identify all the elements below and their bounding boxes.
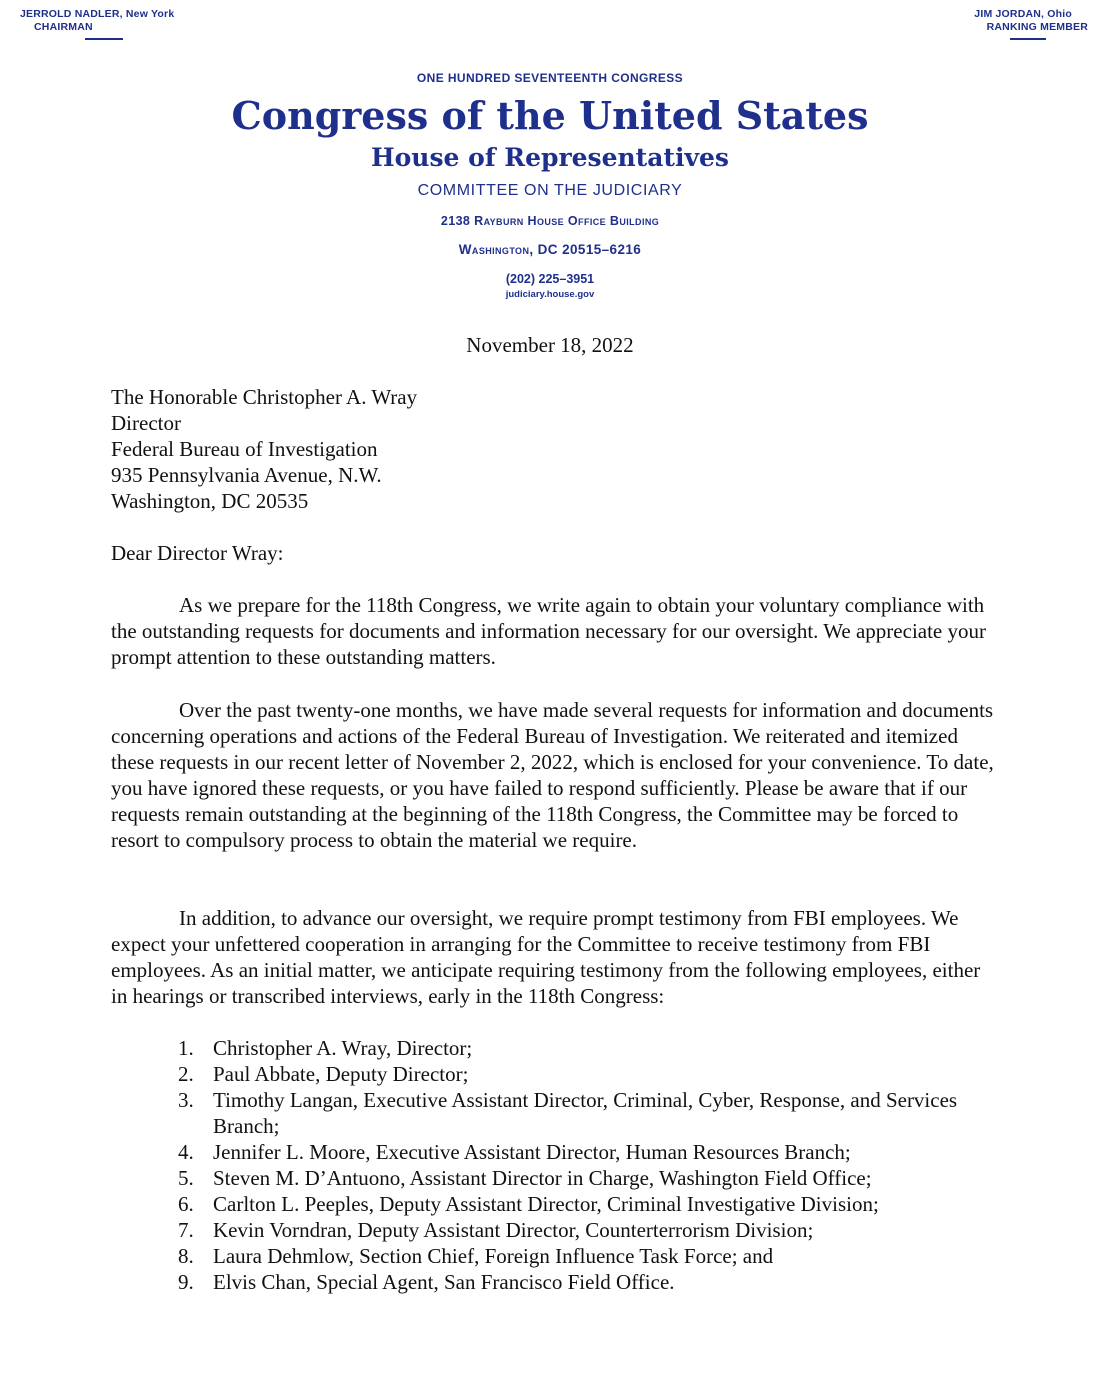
list-number: 1. bbox=[178, 1036, 194, 1060]
list-number: 8. bbox=[178, 1244, 194, 1268]
list-number: 6. bbox=[178, 1192, 194, 1216]
ranking-member-name: JIM JORDAN, Ohio bbox=[974, 8, 1072, 20]
office-building: 2138 Rayburn House Office Building bbox=[440, 214, 660, 228]
salutation: Dear Director Wray: bbox=[111, 541, 284, 565]
list-item bbox=[178, 1165, 978, 1191]
list-number: 2. bbox=[178, 1062, 194, 1086]
chairman-underline bbox=[85, 38, 123, 40]
list-number: 7. bbox=[178, 1218, 194, 1242]
list-item-text: Carlton L. Peeples, Deputy Assistant Director, Criminal Investigative Division; bbox=[213, 1192, 879, 1216]
chairman-block bbox=[20, 8, 174, 34]
list-item-text: Jennifer L. Moore, Executive Assistant Director, Human Resources Branch; bbox=[213, 1140, 851, 1164]
congress-session: ONE HUNDRED SEVENTEENTH CONGRESS bbox=[416, 71, 684, 85]
list-number: 3. bbox=[178, 1088, 194, 1112]
ranking-member-title: RANKING MEMBER bbox=[986, 21, 1088, 33]
list-number: 5. bbox=[178, 1166, 194, 1190]
employee-list bbox=[178, 1035, 978, 1295]
list-item bbox=[178, 1243, 978, 1269]
office-city: Washington, DC 20515–6216 bbox=[458, 242, 642, 257]
list-item bbox=[178, 1087, 978, 1139]
list-number: 4. bbox=[178, 1140, 194, 1164]
list-item bbox=[178, 1269, 978, 1295]
house-title: House of Representatives bbox=[371, 143, 729, 172]
list-item-text: Kevin Vorndran, Deputy Assistant Director, Counterterrorism Division; bbox=[213, 1218, 814, 1242]
recipient-line: The Honorable Christopher A. Wray bbox=[111, 385, 418, 409]
website-link[interactable]: judiciary.house.gov bbox=[505, 289, 595, 300]
list-number: 9. bbox=[178, 1270, 194, 1294]
list-item-text: Paul Abbate, Deputy Director; bbox=[213, 1062, 469, 1086]
office-phone: (202) 225–3951 bbox=[505, 272, 595, 286]
letter-date: November 18, 2022 bbox=[466, 333, 634, 357]
list-item bbox=[178, 1217, 978, 1243]
recipient-address bbox=[111, 384, 417, 514]
list-item bbox=[178, 1139, 978, 1165]
list-item-text: Elvis Chan, Special Agent, San Francisco Field Office. bbox=[213, 1270, 675, 1294]
list-item bbox=[178, 1191, 978, 1217]
recipient-line: Federal Bureau of Investigation bbox=[111, 437, 378, 461]
recipient-line: 935 Pennsylvania Avenue, N.W. bbox=[111, 463, 382, 487]
list-item-text: Steven M. D’Antuono, Assistant Director in Charge, Washington Field Office; bbox=[213, 1166, 872, 1190]
recipient-line: Washington, DC 20535 bbox=[111, 489, 309, 513]
chairman-name: JERROLD NADLER, New York bbox=[20, 8, 175, 20]
list-item bbox=[178, 1035, 978, 1061]
chairman-title: CHAIRMAN bbox=[34, 21, 93, 33]
list-item bbox=[178, 1061, 978, 1087]
congress-title: Congress of the United States bbox=[231, 93, 869, 138]
list-item-text: Laura Dehmlow, Section Chief, Foreign Influence Task Force; and bbox=[213, 1244, 774, 1268]
recipient-line: Director bbox=[111, 411, 181, 435]
body-paragraph-1: As we prepare for the 118th Congress, we write again to obtain your voluntary compliance with the outstanding requests for documents and information necessary for our oversight. We appreciate your prompt attention to these outstanding matters. bbox=[111, 593, 986, 669]
body-paragraph-3: In addition, to advance our oversight, we require prompt testimony from FBI employees. We expect your unfettered cooperation in arranging for the Committee to receive testimony from FBI employees. As an initial matter, we anticipate requiring testimony from the following employees, either in hearings or transcribed interviews, early in the 118th Congress: bbox=[111, 906, 981, 1008]
ranking-member-block bbox=[974, 8, 1088, 34]
list-item-text: Timothy Langan, Executive Assistant Director, Criminal, Cyber, Response, and Services Branch; bbox=[213, 1088, 958, 1138]
list-item-text: Christopher A. Wray, Director; bbox=[213, 1036, 473, 1060]
committee-name: COMMITTEE ON THE JUDICIARY bbox=[417, 182, 683, 199]
ranking-member-underline bbox=[1010, 38, 1046, 40]
body-paragraph-2: Over the past twenty-one months, we have made several requests for information and documents concerning operations and actions of the Federal Bureau of Investigation. We reiterated and itemized these requests in our recent letter of November 2, 2022, which is enclosed for your convenience. To date, you have ignored these requests, or you have failed to respond sufficiently. Please be aware that if our requests remain outstanding at the beginning of the 118th Congress, the Committee may be forced to resort to compulsory process to obtain the material we require. bbox=[111, 698, 994, 852]
